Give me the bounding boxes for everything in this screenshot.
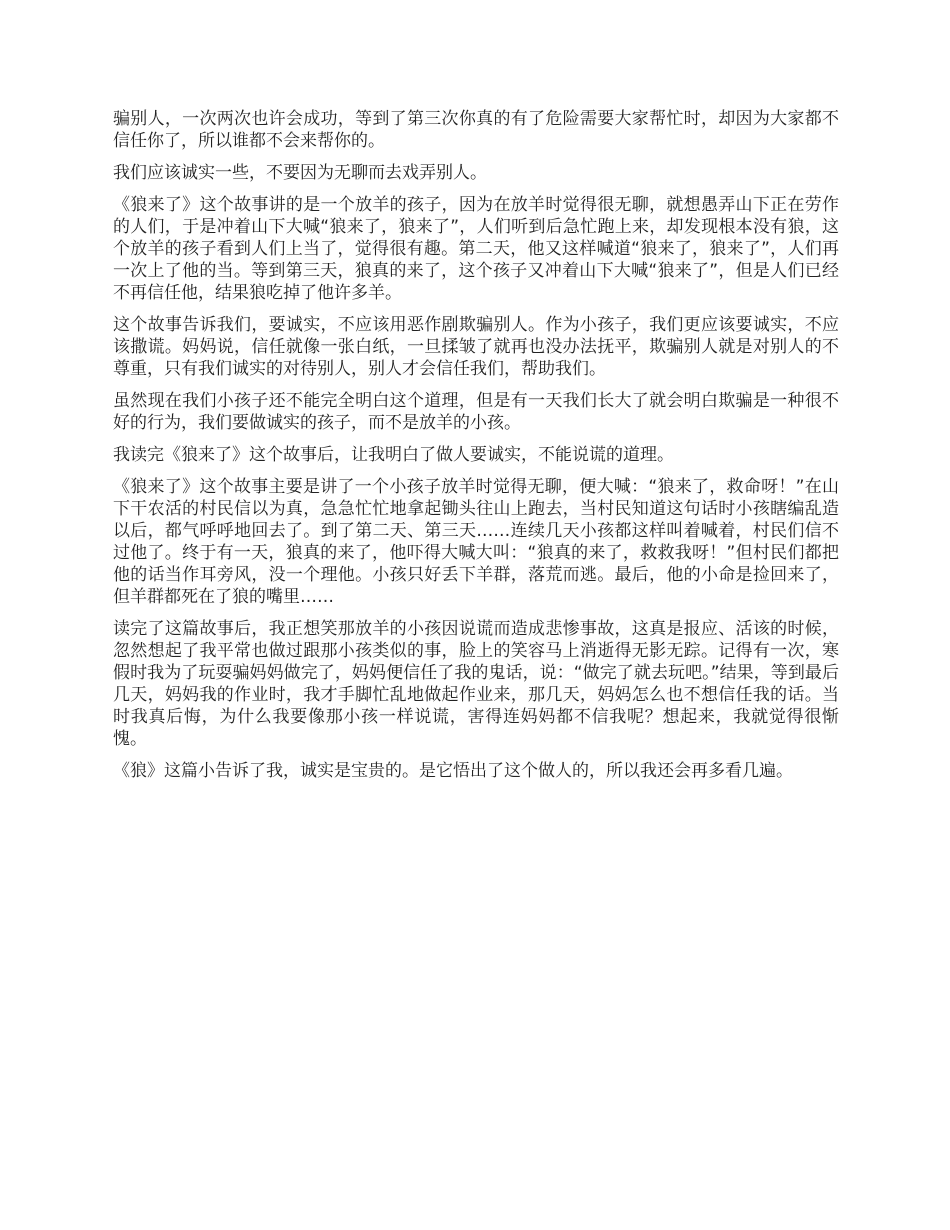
paragraph: 我读完《狼来了》这个故事后，让我明白了做人要诚实，不能说谎的道理。 [113, 445, 674, 465]
paragraph: 《狼来了》这个故事讲的是一个放羊的孩子，因为在放羊时觉得很无聊，就想愚弄山下正在劳作的人们，于是冲着山下大喊“狼来了，狼来了”，人们听到后急忙跑上来，却发现根本没有狼，这个放羊的孩子看到人们上当了，觉得很有趣。第二天，他又这样喊道“狼来了，狼来了”，人们再一次上了他的当。等到第三天，狼真的来了，这个孩子又冲着山下大喊“狼来了”，但是人们已经不再信任他，结果狼吃掉了他许多羊。 [113, 195, 839, 303]
paragraph: 虽然现在我们小孩子还不能完全明白这个道理，但是有一天我们长大了就会明白欺骗是一种很不好的行为，我们要做诚实的孩子，而不是放羊的小孩。 [113, 391, 839, 433]
paragraph: 《狼来了》这个故事主要是讲了一个小孩子放羊时觉得无聊，便大喊：“狼来了，救命呀！”在山下干农活的村民信以为真，急急忙忙地拿起锄头往山上跑去，当村民知道这句话时小孩瞎编乱造以后，都气呼呼地回去了。到了第二天、第三天……连续几天小孩都这样叫着喊着，村民们信不过他了。终于有一天，狼真的来了，他吓得大喊大叫：“狼真的来了，救救我呀！”但村民们都把他的话当作耳旁风，没一个理他。小孩只好丢下羊群，落荒而逃。最后，他的小命是捡回来了，但羊群都死在了狼的嘴里…… [113, 477, 839, 607]
document-body [113, 108, 839, 792]
paragraph: 我们应该诚实一些，不要因为无聊而去戏弄别人。 [113, 163, 487, 183]
paragraph: 骗别人，一次两次也许会成功，等到了第三次你真的有了危险需要大家帮忙时，却因为大家都不信任你了，所以谁都不会来帮你的。 [113, 109, 839, 151]
paragraph: 《狼》这篇小告诉了我，诚实是宝贵的。是它悟出了这个做人的，所以我还会再多看几遍。 [113, 761, 793, 781]
paragraph: 这个故事告诉我们，要诚实，不应该用恶作剧欺骗别人。作为小孩子，我们更应该要诚实，不应该撒谎。妈妈说，信任就像一张白纸，一旦揉皱了就再也没办法抚平，欺骗别人就是对别人的不尊重，只有我们诚实的对待别人，别人才会信任我们，帮助我们。 [113, 315, 839, 379]
paragraph: 读完了这篇故事后，我正想笑那放羊的小孩因说谎而造成悲惨事故，这真是报应、活该的时候，忽然想起了我平常也做过跟那小孩类似的事，脸上的笑容马上消逝得无影无踪。记得有一次，寒假时我为了玩耍骗妈妈做完了，妈妈便信任了我的鬼话，说：“做完了就去玩吧。”结果，等到最后几天，妈妈我的作业时，我才手脚忙乱地做起作业来，那几天，妈妈怎么也不想信任我的话。当时我真后悔，为什么我要像那小孩一样说谎，害得连妈妈都不信我呢？想起来，我就觉得很惭愧。 [113, 619, 839, 749]
